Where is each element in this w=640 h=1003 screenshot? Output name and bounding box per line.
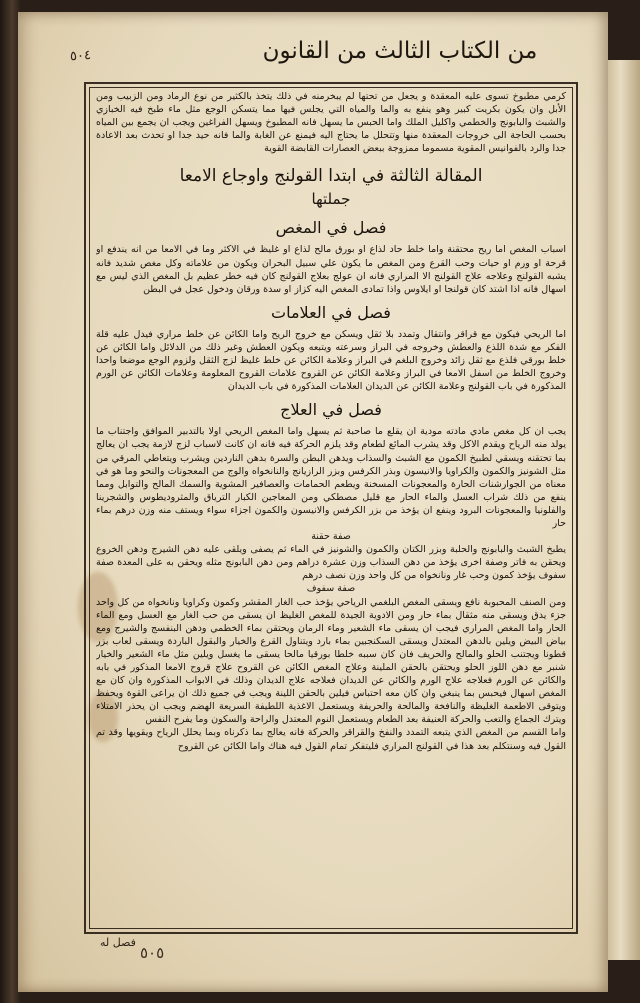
folio-number-top: ٥٠٤ [69,47,92,65]
text-block [96,90,566,926]
folio-number-bottom: ٥٠٥ [140,944,165,962]
paragraph: يجب ان كل مغص مادي مادته مودية ان يقلع ما صاحبة ثم يسهل واما المغص الريحي اولا بالتدبير الموافق واجتناب ما يولد منه الرياح ويقدم الاكل وقد يشرب المائع لطعام وقد يلزم الحركة فيه فانه ان كانت لاسباب لزج لازمة يجب ان يعالج بما تحتقنه ويسقي لطبيخ الكمون مع الشبث والسذاب ويدهن البطن والسرة بدهن الناردين ويشرب ويتعاطي المرقي من مثل الشونيز والكمون والكراويا والانيسون وبذر الكرفس وبزر الرازيانج والنانخواه والوج من المعجونات والنحو وما هو في معناه من الجوارشنات الحارة والمعجونات المسخنة ويطعم الحمامات والعصافير المشوية والسمك المالح والتوابل ومما ينفع من ذلك شراب العسل والماء الحار مع قليل مصطكي ومن المعاجين الكبار الترياق والمثروديطوس والشجرينا والفلونيا والمعجونات البرود وينفع ان يؤخذ من بزر الكرفس والانيسون والكمون اجزاء سواء ويستف منه وزن درهم بماء حار [96,426,566,529]
book-spine [0,0,20,1003]
treatise-subheading: جملتها [311,190,351,209]
section-heading: فصل في العلامات [271,302,391,322]
catchword: فصل له [100,936,136,949]
section-heading: فصل في المغص [275,218,387,238]
next-page-edge [608,60,640,960]
recipe-heading: صفة حقنة [311,531,351,543]
running-head: من الكتاب الثالث من القانون [262,38,538,64]
paragraph: اما الريحي فيكون مع قراقر وانتقال وتمدد بلا ثقل ويسكن مع خروج الريح واما الكائن عن خلط مراري فيدل عليه قلة الفكر مع شدة اللذع والعطش وخروجه في البراز وسرعته ويتبعه ويكون العطش وغير ذلك من الدلائل واما الكائن عن خلط بورقي فلذع مع ثقل زائد وخروج البلغم في البراز وعلامة الكائن عن خلط غليظ لزج الثقل ولزوم الوجع موضعا واحدا وخروج الخلط من اسفل الامعا في البراز وعلامة الكائن عن القروح علامات القروح المعلومة وعلامات الكائن عن الورم المذكورة في باب القولنج وعلامة الكائن عن الديدان العلامات المذكورة في باب الديدان [96,328,566,393]
paragraph: كرمي مطبوخ تسوى عليه المعقدة و يجعل من تحتها لم يبخرمنه في ذلك يتخذ بالكثير من نوع الرماد ومن الزبيب ومن الأبل وان يكون بكريت كبير وهو ينفع به والما والمياه التي يجلس فيها مما يتسكن الوجع مثل ماء طبخ فيه الخبازي والشبث والبابونج والخطمي واكليل الملك واما الحبس ما يسهل فانه المطبوخ ويسهل الفراغين ويجب ان يجمع بين المياه بحسب الحاجة الى خروجات المعقدة منها وتتحلل ما يحتاج اليه فيمنع عن الغابة والما فانه حيد جدا او تحدث بعد الاعادة جدا والرد بالفوانيس المقوية مسموما ممزوجة ببعض العصارات القابضة القوية [96,91,566,155]
section-heading: فصل في العلاج [280,400,382,420]
treatise-heading: المقالة الثالثة في ابتدا القولنج واوجاع الامعا [179,166,483,187]
paragraph: يطبخ الشبث والبابونج والحلبة وبزر الكتان والكمون والشونيز في الماء ثم يصفى ويلقى عليه دهن الشيرج ودهن الخروع ويحقن به فاتر وصفة اخرى يؤخذ من دهن السذاب وزن عشرة دراهم ومن دهن البابونج مثله ويحقن به على المعدة صفة سفوف يؤخذ كمون وحب غار ونانخواه من كل واحد وزن نصف درهم [96,544,566,582]
recipe-heading: صفة سفوف [306,583,356,595]
paragraph: واما القسم من المغص الذي يتبعه التمدد والنفخ والقراقر والحركة فانه يعالج بما ذكرناه وبما يحلل الرياح ويقويها وقد تم القول فيه وسنتكلم بعد هذا في القولنج المراري فليتفكر تمام القول فيه هناك واما الكائن عن القروح [96,727,566,752]
paragraph: ومن الصنف المحبوبة نافع ويسقى المغص البلغمي الرياحي يؤخذ حب الغار المقشر وكمون وكراويا ونانخواه من كل واحد جزء يدق ويسقى منه مثقال بماء حار ومن الادوية الجيدة للمغص الغليظ ان يسقى من حب الغار مع العسل ومع الماء الحار واما المغص المراري فيجب ان يسقى ماء الشعير وماء الرمان ويحتقن بماء الخطمي ودهن البنفسج والشيرج ومع بياض البيض ويلين بالدهن المعتدل ويسقى السكنجبين بماء بارد ويتناول القرع والخيار والبقول الباردة ويسقى لعاب بزر قطونا ويجتنب الحلو والمالح والحريف فان كان سببه خلطا بورقيا مالحا يسقى ما يغسل ويلين مثل ماء الشعير والخيار شنبر مع دهن اللوز الحلو ويحتقن بالحقن الملينة وعلاج المغص الكائن عن القروح علاج قروح الامعا المذكور في بابه والكائن عن الورم فعلاجه علاج الورم والكائن عن الديدان فعلاجه علاج الديدان وذلك في الابواب المذكورة وان كان مع المغص اسهال فيحبس بما ينبغي وان كان معه احتباس فيلين بالحقن اللينة ويجب في جميع ذلك ان يراعى القوة ويحفظ ويتوقى الاطعمة الغليظة والنافخة والمالحة والحريفة ويستعمل الاغذية اللطيفة السريعة الهضم ويجب ان يحذر الامتلاء ويترك الجماع والتعب والحركة العنيفة بعد الطعام ويستعمل النوم المعتدل والراحة والسكون وما يفرح النفس [96,596,566,726]
paragraph: اسباب المغص اما ريح محتقنة واما خلط حاد لذاع او بورق مالح لذاع او غليظ في الاكثر وما في الامعا من انه يندفع او قرحة او ورم او حيات وحب القرع ومن المغص ما يكون علي سبيل البحران ويكون من علاماته وكل مغص شديد فانه يشبه القولنج وعلاجه علاج القولنج الا المراري فانه ان عولج بعلاج القولنج كان فيه خطر عظيم بل المغص الذي ليس مع اسهال فانه اذا اشتد كان قولنجا او ايلاوس واذا تمادى المغص اليه كزاز او سدة ورقان ودخول عجل في البطن [96,244,566,295]
